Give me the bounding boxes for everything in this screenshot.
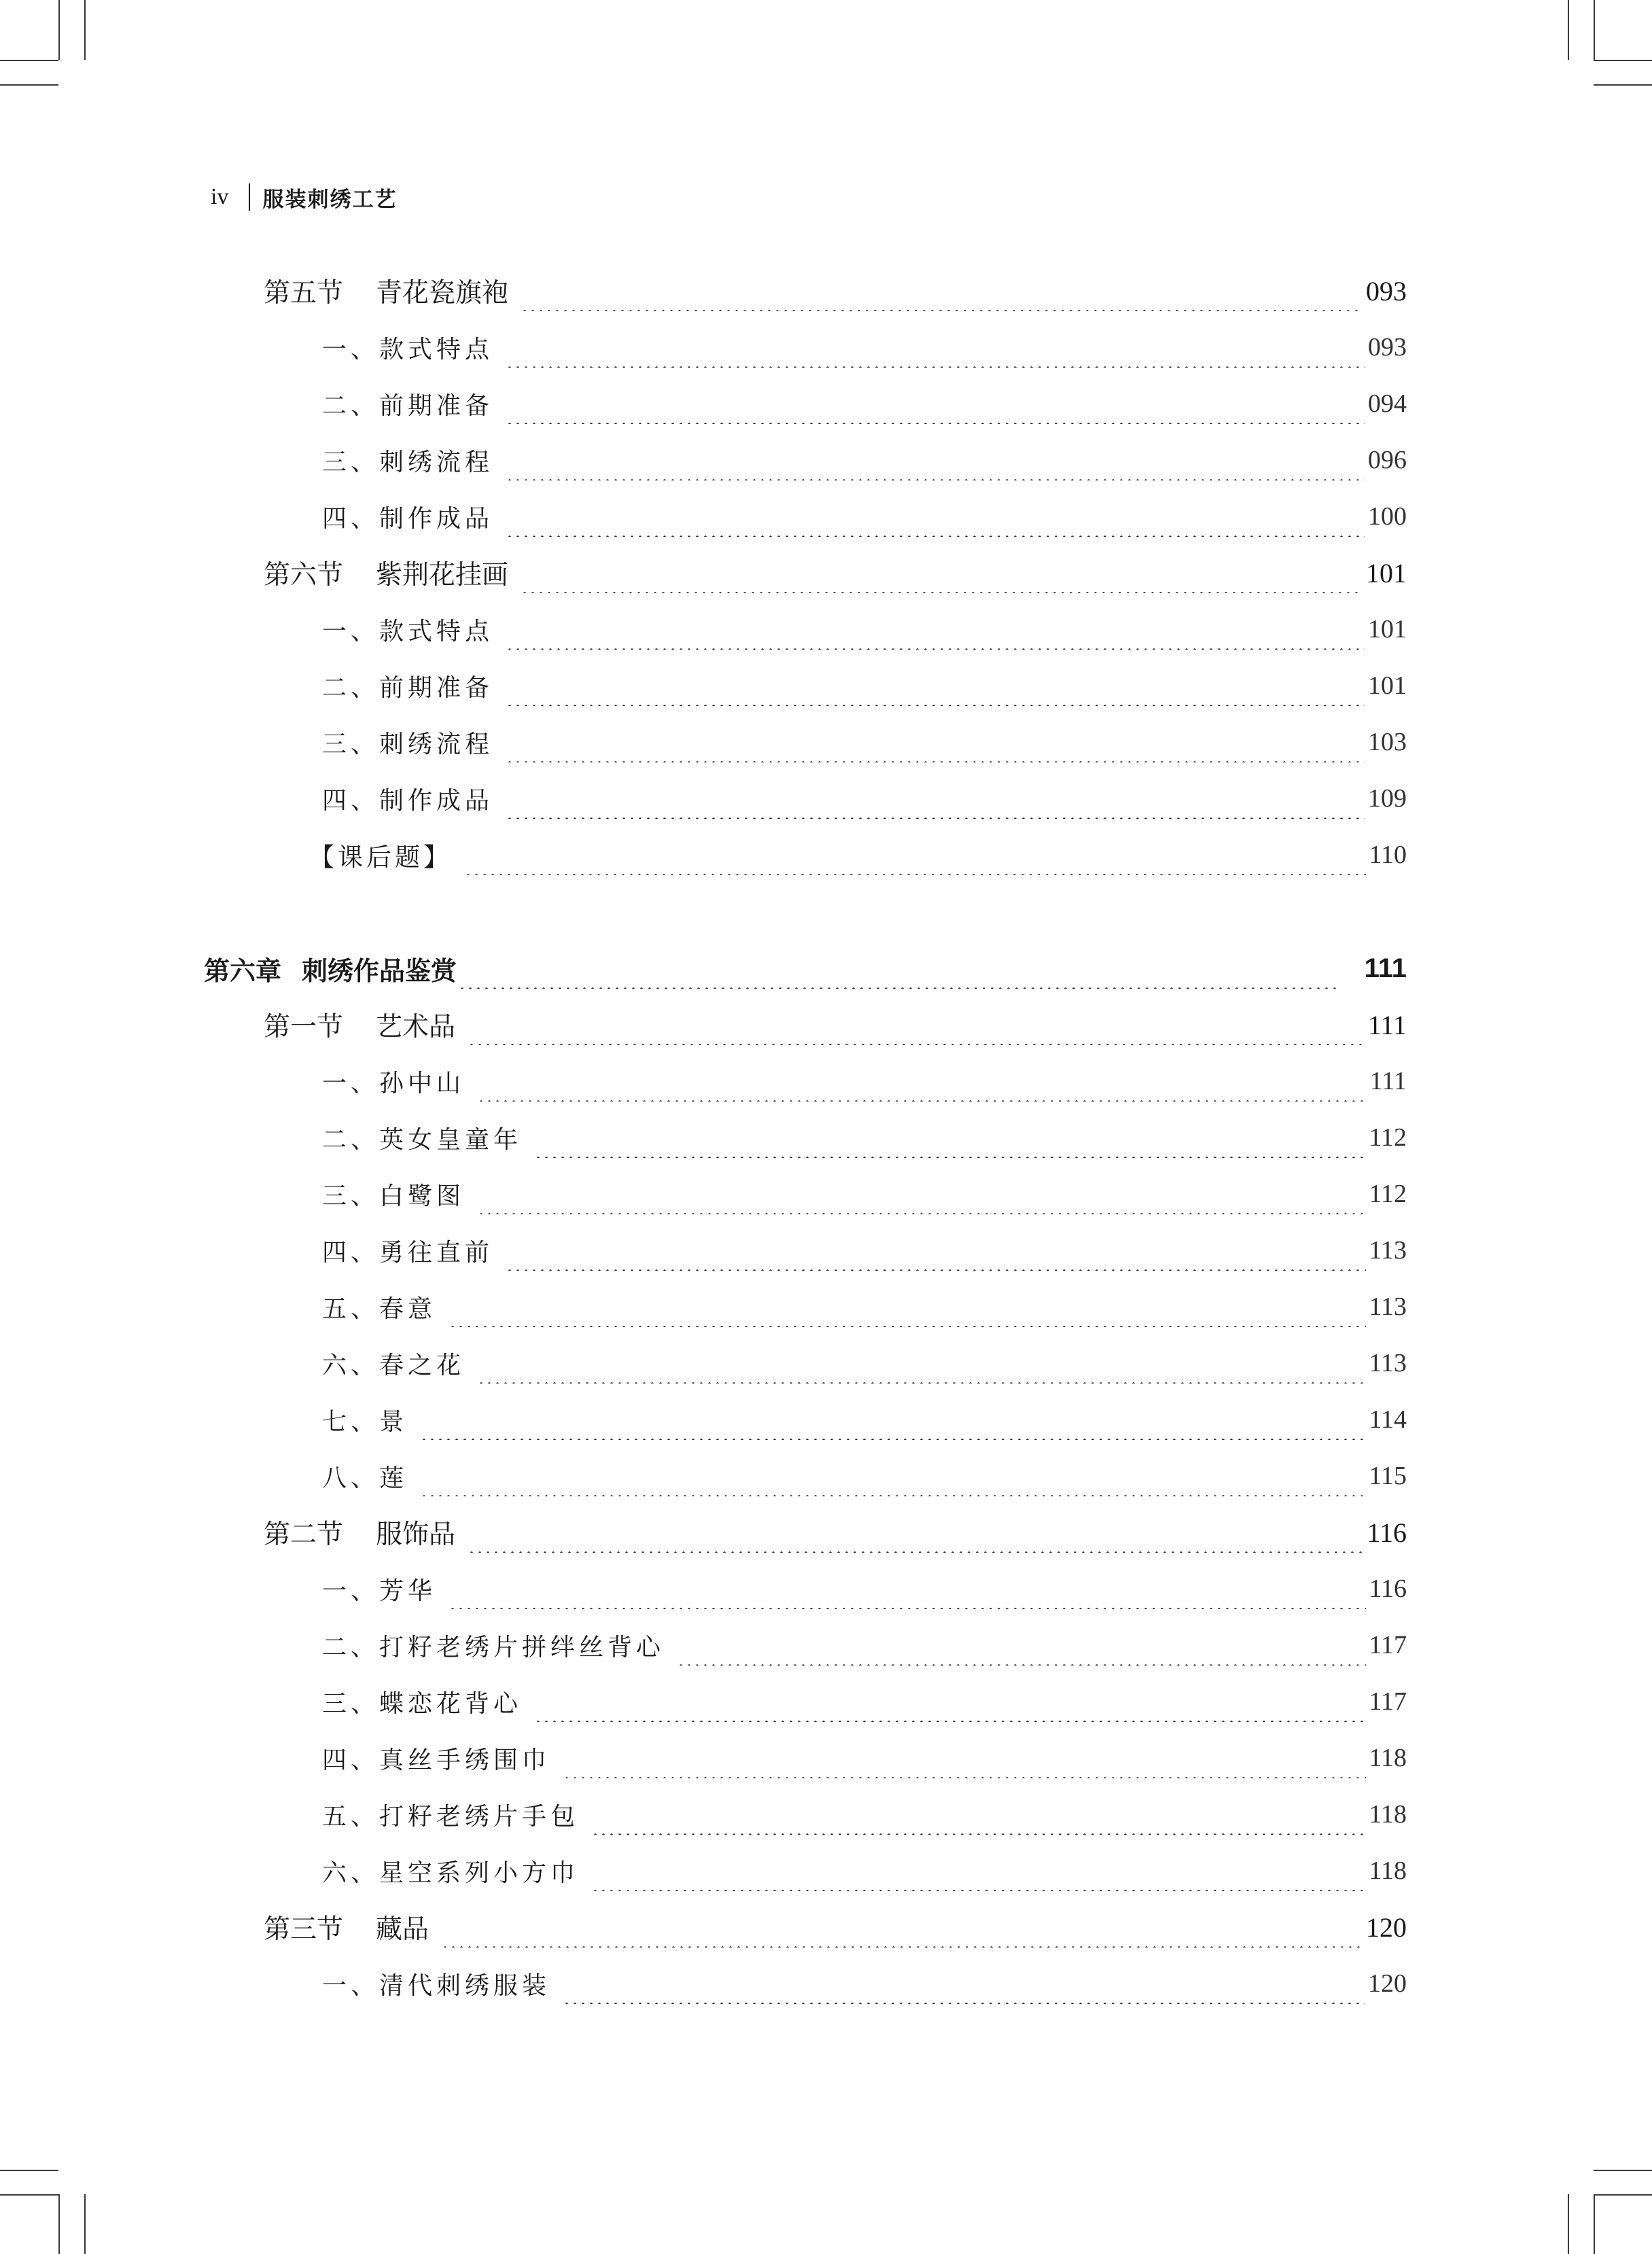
toc-entry-title: 五、打籽老绣片手包 [322,1802,580,1831]
dot-leader [477,1061,1367,1102]
toc-item-row[interactable] [322,327,1407,368]
dot-leader [420,1456,1366,1496]
toc-entry-title [264,1006,455,1044]
toc-page-number: 117 [1369,1687,1407,1716]
toc-entry-text: 刺绣作品鉴赏 [302,955,457,986]
dot-leader [449,1568,1366,1609]
toc-entry-label: 第三节 [264,1914,344,1945]
toc-page-number: 101 [1368,615,1407,644]
toc-entry-label: 第一节 [264,1012,344,1042]
toc-item-row[interactable] [322,496,1407,537]
toc-item-row[interactable] [322,1286,1407,1327]
toc-item-row[interactable] [322,778,1407,819]
dot-leader [464,834,1366,875]
dot-leader [506,778,1365,819]
toc-entry-title: 二、打籽老绣片拼绊丝背心 [322,1633,665,1661]
toc-entry-text: 服饰品 [376,1519,456,1550]
toc-page-number: 118 [1369,1744,1407,1772]
toc-item-row[interactable] [322,722,1407,762]
toc-section-row[interactable] [264,270,1407,311]
toc-entry-title: 一、款式特点 [322,617,494,646]
toc-page-number: 114 [1369,1405,1407,1434]
toc-entry-title [204,950,457,987]
dot-leader [591,1850,1366,1891]
toc-item-row[interactable] [322,1174,1407,1214]
toc-entry-title: 二、前期准备 [322,673,494,702]
toc-entry-title: 七、景 [322,1407,408,1436]
toc-chapter-row[interactable] [204,948,1407,989]
dot-leader [591,1794,1366,1835]
toc-item-row[interactable] [322,609,1407,650]
dot-leader [506,327,1365,368]
toc-page-number: 116 [1367,1517,1407,1548]
toc-page-number: 101 [1368,671,1407,700]
toc-entry-text: 藏品 [376,1914,429,1945]
toc-page-number: 118 [1369,1800,1407,1829]
dot-leader [477,1343,1366,1384]
toc-entry-title: 六、星空系列小方巾 [322,1859,580,1887]
dot-leader [677,1625,1366,1666]
toc-entry-title: 【课后题】 [309,843,452,872]
toc-entry-title: 六、春之花 [322,1351,465,1379]
toc-entry-title [264,554,508,592]
toc-entry-title: 一、款式特点 [322,335,494,364]
toc-page-number: 120 [1366,1912,1407,1943]
toc-entry-title: 二、英女皇童年 [322,1125,523,1154]
toc-section-row[interactable] [264,1907,1407,1948]
dot-leader [506,496,1365,537]
toc-page-number: 109 [1368,784,1407,813]
toc-item-row[interactable] [322,440,1407,480]
toc-entry-title: 四、真丝手绣围巾 [322,1746,551,1774]
toc-section-row[interactable] [264,1512,1407,1553]
dot-leader [477,1174,1366,1214]
dot-leader [506,665,1365,706]
toc-item-row[interactable] [322,665,1407,706]
toc-item-row[interactable] [322,1230,1407,1271]
toc-entry-title: 一、孙中山 [322,1069,465,1097]
toc-entry-text: 艺术品 [376,1012,456,1042]
toc-page-number: 110 [1369,841,1407,869]
toc-item-row[interactable] [322,1343,1407,1384]
toc-page-number: 111 [1367,1009,1407,1040]
toc-item-row[interactable] [322,1456,1407,1496]
toc-item-row[interactable] [322,383,1407,424]
toc-page-number: 093 [1368,333,1407,362]
toc-item-row[interactable] [322,1625,1407,1666]
toc-entry-title: 三、白鹭图 [322,1182,465,1210]
toc-item-row[interactable] [322,1061,1407,1102]
toc-page-number: 093 [1366,275,1407,306]
toc-item-row[interactable] [322,1963,1407,2004]
toc-item-row[interactable] [322,1850,1407,1891]
toc-page-number: 100 [1368,502,1407,531]
toc-item-row[interactable] [322,1738,1407,1778]
toc-entry-label: 第六章 [204,955,282,986]
toc-page-number: 116 [1369,1574,1407,1603]
dot-leader [534,1117,1366,1158]
dot-leader [506,440,1365,480]
toc-page-number: 096 [1368,446,1407,474]
toc-page-number: 118 [1369,1856,1407,1885]
toc-entry-text: 青花瓷旗袍 [376,278,509,309]
dot-leader [458,948,1337,989]
dot-leader [506,722,1365,762]
toc-page-number: 103 [1368,728,1407,756]
toc-entry-title: 一、清代刺绣服装 [322,1971,551,2000]
dot-leader [506,1230,1366,1271]
toc-entry-title: 五、春意 [322,1295,437,1323]
dot-leader [420,1399,1366,1440]
dot-leader [441,1907,1363,1948]
toc-page-number: 120 [1368,1969,1407,1998]
toc-section-row[interactable] [264,1004,1407,1045]
toc-item-row[interactable] [322,1117,1407,1158]
toc-entry-label: 第五节 [264,278,344,309]
toc-entry-title: 一、芳华 [322,1577,437,1605]
toc-item-row[interactable] [322,1399,1407,1440]
dot-leader [449,1286,1366,1327]
toc-entry-title: 四、制作成品 [322,786,494,815]
toc-entry-label: 第六节 [264,560,344,591]
toc-page-number: 101 [1366,557,1407,588]
dot-leader [563,1963,1365,2004]
dot-leader [521,552,1363,593]
toc-page-number: 113 [1369,1349,1407,1377]
dot-leader [534,1681,1366,1722]
dot-leader [521,270,1363,311]
toc-entry-title [264,1513,455,1551]
toc-page-number: 094 [1368,389,1407,418]
toc-page-number: 111 [1369,1067,1407,1095]
toc-entry-title [264,272,508,310]
toc-page-number: 117 [1369,1631,1407,1659]
toc-item-row[interactable] [322,1681,1407,1722]
toc-page-number: 113 [1369,1292,1407,1321]
toc-page-number: 111 [1364,953,1407,983]
toc-entry-title: 三、刺绣流程 [322,730,494,758]
toc-section-row[interactable] [264,552,1407,593]
page-folio: iv [211,184,229,209]
dot-leader [506,383,1365,424]
toc-entry-title: 四、勇往直前 [322,1238,494,1267]
toc-exercise-row[interactable] [309,834,1407,875]
toc-entry-title [264,1908,429,1946]
toc-entry-text: 紫荆花挂画 [376,560,509,591]
dot-leader [468,1004,1365,1045]
toc-page-number: 113 [1369,1236,1407,1265]
toc-page-number: 112 [1369,1180,1407,1208]
dot-leader [563,1738,1366,1778]
toc-item-row[interactable] [322,1794,1407,1835]
toc-entry-label: 第二节 [264,1519,344,1550]
toc-page-number: 112 [1369,1123,1407,1152]
toc-entry-title: 四、制作成品 [322,504,494,533]
dot-leader [468,1512,1364,1553]
dot-leader [506,609,1365,650]
toc-entry-title: 八、莲 [322,1464,408,1492]
toc-item-row[interactable] [322,1568,1407,1609]
toc-entry-title: 二、前期准备 [322,391,494,420]
toc-entry-title: 三、刺绣流程 [322,448,494,476]
toc-entry-title: 三、蝶恋花背心 [322,1689,523,1718]
book-title: 服装刺绣工艺 [262,187,398,212]
toc-page-number: 115 [1369,1462,1407,1490]
